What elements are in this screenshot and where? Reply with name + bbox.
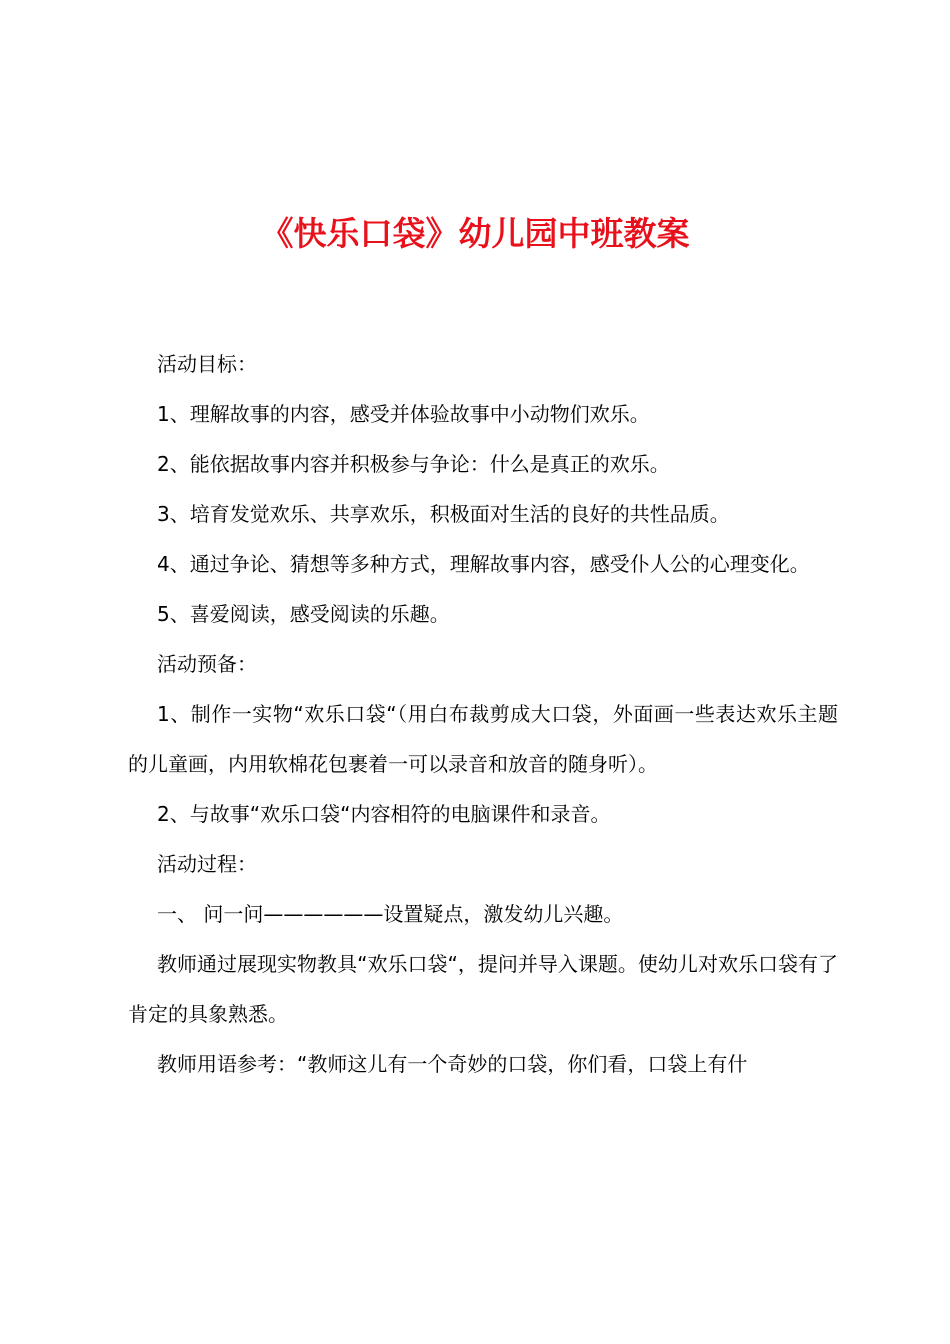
preparation-item-2: 2、与故事“欢乐口袋“内容相符的电脑课件和录音。 [157, 802, 611, 826]
goal-item-3: 3、培育发觉欢乐、共享欢乐，积极面对生活的良好的共性品质。 [157, 502, 730, 526]
goal-item-1: 1、理解故事的内容，感受并体验故事中小动物们欢乐。 [157, 402, 650, 426]
process-paragraph: 教师用语参考：“教师这儿有一个奇妙的口袋，你们看，口袋上有什 [157, 1052, 748, 1076]
process-paragraph: 教师通过展现实物教具“欢乐口袋“，提问并导入课题。使幼儿对欢乐口袋有了肯定的具象熟悉。 [128, 952, 838, 1026]
process-step-1: 一、 问一问——————设置疑点，激发幼儿兴趣。 [157, 902, 624, 926]
section-heading-process: 活动过程： [157, 852, 257, 876]
preparation-item-1: 1、制作一实物“欢乐口袋“（用白布裁剪成大口袋，外面画一些表达欢乐主题的儿童画，内用软棉花包裹着一可以录音和放音的随身听）。 [128, 702, 838, 776]
section-heading-goals: 活动目标： [157, 352, 257, 376]
goal-item-2: 2、能依据故事内容并积极参与争论：什么是真正的欢乐。 [157, 452, 670, 476]
section-heading-preparation: 活动预备： [157, 652, 257, 676]
goal-item-5: 5、喜爱阅读，感受阅读的乐趣。 [157, 602, 450, 626]
document-body [128, 339, 838, 1089]
goal-item-4: 4、通过争论、猜想等多种方式，理解故事内容，感受仆人公的心理变化。 [157, 552, 810, 576]
document-title: 《快乐口袋》幼儿园中班教案 [260, 214, 690, 253]
